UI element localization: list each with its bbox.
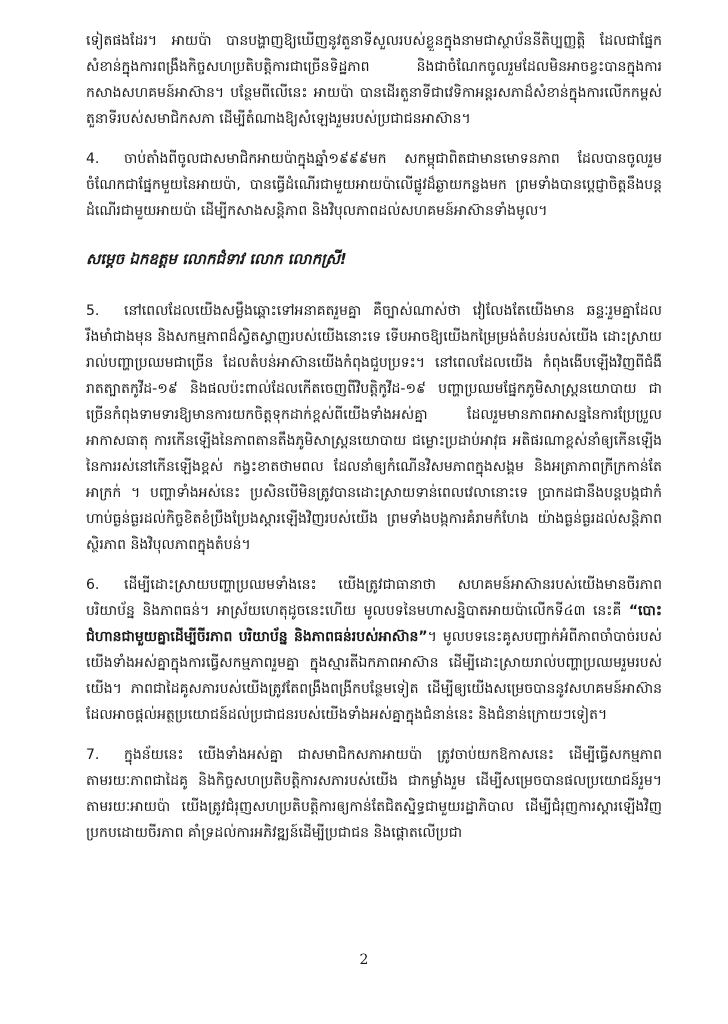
paragraph-text-before: ដើម្បីដោះស្រាយបញ្ហាប្រឈមទាំងនេះ យើងត្រូវជាធានាថា សហគមន៍អាស៊ានរបស់យើងមានចីរភាព បរិយាប័ន្ន និងភាពធន់។ អាស្រ័យហេតុដូចនេះហើយ មូលបទនៃមហាសន្និបាតអាយប៉ាលើកទី៤៣ នេះគឺ bbox=[86, 577, 662, 619]
salutation-heading: សម្តេច ឯកឧត្តម លោកជំទាវ លោក លោកស្រី! bbox=[86, 250, 347, 268]
intro-paragraph: ទៀតផងដែរ។ អាយប៉ា បានបង្ហាញឱ្យឃើញនូវតួនាទីសួលរបស់ខ្លួនក្នុងនាមជាស្ថាប័ននីតិប្បញ្ញត្តិ ដែលជាផ្នែកសំខាន់ក្នុងការពង្រឹងកិច្ចសហប្រតិបត្តិការជាច្រើនទិដ្ឋភាព និងជាចំណែកចូលរួមដែលមិនអាចខ្វះបានក្នុងការកសាងសហគមន៍អាស៊ាន។ បន្ថែមពីលើនេះ អាយប៉ា បានដើរតួនាទីជាវេទិកាអន្តរសភាដ៏សំខាន់ក្នុងការលើកកម្ពស់តួនាទីរបស់សមាជិកសភា ដើម្បីតំណាងឱ្យសំឡេងរួមរបស់ប្រជាជនអាស៊ាន។ bbox=[86, 33, 662, 127]
numbered-paragraph-7 bbox=[86, 742, 662, 846]
numbered-paragraph-5 bbox=[86, 298, 662, 558]
theme-phrase: “បោះជំហានជាមួយគ្នាដើម្បីចីរភាព បរិយាប័ន្ន និងភាពធន់របស់អាស៊ាន” bbox=[86, 603, 662, 645]
page-number: 2 bbox=[359, 952, 369, 968]
paragraph-number: 4. bbox=[86, 151, 100, 167]
numbered-paragraph-4 bbox=[86, 146, 662, 224]
document-body bbox=[86, 28, 662, 860]
paragraph-text: ចាប់តាំងពីចូលជាសមាជិកអាយប៉ាក្នុងឆ្នាំ១៩៩៩មក សកម្ពុជាពិតជាមានមោទនភាព ដែលបានចូលរួមចំណែកជាផ្នែកមួយនៃអាយប៉ា, បានធ្វើដំណើរជាមួយអាយប៉ាលើផ្លូវដ៏ឆ្ងាយកន្លងមក ព្រមទាំងបានប្តេជ្ញាចិត្តនឹងបន្តដំណើរជាមួយអាយប៉ា ដើម្បីកសាងសន្តិភាព និងវិបុលភាពដល់សហគមន៍អាស៊ានទាំងមូល។ bbox=[86, 151, 662, 219]
paragraph-number: 5. bbox=[86, 303, 100, 319]
paragraph-number: 6. bbox=[86, 577, 100, 593]
paragraph-text: នៅពេលដែលយើងសម្លឹងឆ្ពោះទៅអនាគតរួមគ្នា គឺច្បាស់ណាស់ថា វៀលែងតែយើងមាន ឆន្ទៈរួមគ្នាដែលរឹងមាំជាងមុន និងសកម្មភាពដ៏ស្វិតស្វាញរបស់យើងនោះទេ ទើបអាចឱ្យយើងកម្រៃម្រង់តំបន់របស់យើង ដោះស្រាយរាល់បញ្ហាប្រឈមជាច្រើន ដែលតំបន់អាស៊ានយើងកំពុងជួបប្រទះ។ នៅពេលដែលយើង កំពុងងើបឡើងវិញពីជំងឺរាតត្បាតកូវីដ-១៩ និងផលប៉ះពាល់ដែលកើតចេញពីវិបត្តិកូវីដ-១៩ បញ្ហាប្រឈមផ្នែកភូមិសាស្ត្រនយោបាយ ជាច្រើនកំពុងទាមទារឱ្យមានការយកចិត្តទុកដាក់ខ្ពស់ពីយើងទាំងអស់គ្នា ដែលរួមមានភាពអាសន្ននៃការប្រែប្រួលអាកាសធាតុ ការកើនឡើងនៃភាពតានតឹងភូមិសាស្ត្រនយោបាយ ជម្លោះប្រដាប់អាវុធ អតិផរណាខ្ពស់នាំឲ្យកើនឡើងនៃការរស់នៅកើនឡើងខ្ពស់ កង្វះខាតថាមពល ដែលនាំឲ្យកំណើនវិសមភាពក្នុងសង្គម និងអត្រាភាពក្រីក្រកាន់តែអាក្រក់ ។ បញ្ហាទាំងអស់នេះ ប្រសិនបើមិនត្រូវបានដោះស្រាយទាន់ពេលវេលានោះទេ ប្រាកដជានឹងបន្តបង្កជាកំហាប់ធ្ងន់ធ្ងរដល់កិច្ចខិតខំប្រឹងប្រែងស្តារឡើងវិញរបស់យើង ព្រមទាំងបង្កការគំរាមកំហែង យ៉ាងធ្ងន់ធ្ងរដល់សន្តិភាព ស្ថិរភាព និងវិបុលភាពក្នុងតំបន់។ bbox=[86, 303, 662, 553]
paragraph-text: ក្នុងន័យនេះ យើងទាំងអស់គ្នា ជាសមាជិកសភាអាយប៉ា ត្រូវចាប់យកឱកាសនេះ ដើម្បីធ្វើសកម្មភាព តាមរយៈភាពជាដៃគូ និងកិច្ចសហប្រតិបត្តិការសភារបស់យើង ជាកម្លាំងរួម ដើម្បីសម្រេចបានផលប្រយោជន៍រួម។ តាមរយៈអាយប៉ា យើងត្រូវជំរុញសហប្រតិបត្តិការឲ្យកាន់តែជិតស្និទ្ធជាមួយរដ្ឋាភិបាល ដើម្បីជំរុញការស្តារឡើងវិញប្រកបដោយចីរភាព គាំទ្រដល់ការអភិវឌ្ឍន៍ដើម្បីប្រជាជន និងផ្តោតលើប្រជា bbox=[86, 747, 662, 841]
numbered-paragraph-6 bbox=[86, 572, 662, 728]
paragraph-number: 7. bbox=[86, 747, 100, 763]
paragraph-text-after: ។ មូលបទនេះគូសបញ្ជាក់អំពីភាពចាំបាច់របស់យើងទាំងអស់គ្នាក្នុងការធ្វើសកម្មភាពរួមគ្នា ក្នុងស្មារតីឯកភាពអាស៊ាន ដើម្បីដោះស្រាយរាល់បញ្ហាប្រឈមរួមរបស់យើង។ ភាពជាដៃគូសភារបស់យើងត្រូវតែពង្រឹងពង្រីកបន្ថែមទៀត ដើម្បីឲ្យយើងសម្រេចបាននូវសហគមន៍អាស៊ាន ដែលអាចផ្តល់អត្ថប្រយោជន៍ដល់ប្រជាជនរបស់យើងទាំងអស់គ្នាក្នុងជំនាន់នេះ និងជំនាន់ក្រោយៗទៀត។ bbox=[86, 629, 662, 723]
